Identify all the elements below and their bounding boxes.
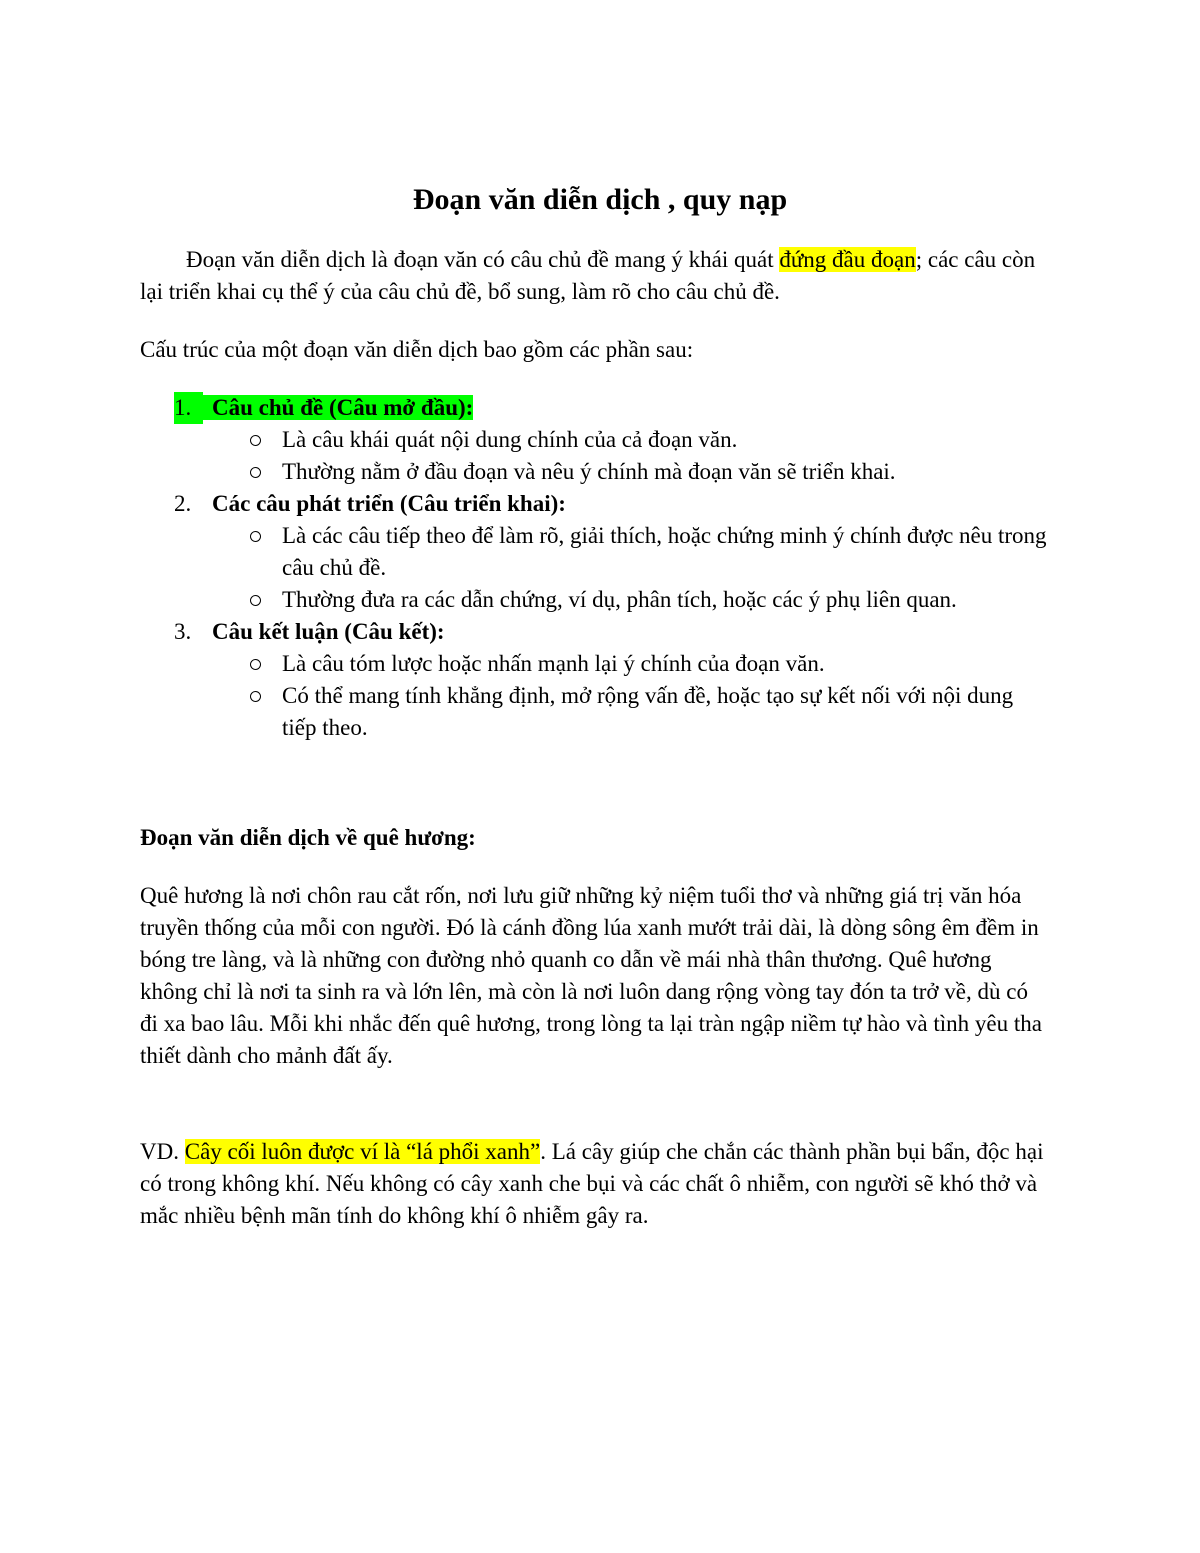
section-heading: Các câu phát triển (Câu triển khai): — [212, 491, 566, 516]
section-number: 2. — [174, 491, 192, 516]
vd-paragraph — [140, 1136, 1050, 1232]
section-concluding-sentence — [174, 616, 1050, 744]
section-points — [212, 520, 1050, 616]
section-points — [212, 424, 1050, 488]
structure-list — [140, 392, 1050, 744]
example-title: Đoạn văn diễn dịch về quê hương: — [140, 825, 476, 850]
list-item: Là câu khái quát nội dung chính của cả đoạn văn. — [282, 424, 1050, 456]
section-topic-sentence — [174, 392, 1050, 488]
intro-paragraph — [140, 244, 1050, 308]
structure-lead: Cấu trúc của một đoạn văn diễn dịch bao gồm các phần sau: — [140, 337, 694, 362]
section-number: 1. — [174, 392, 203, 424]
intro-highlight: đứng đầu đoạn — [779, 247, 916, 272]
section-supporting-sentences — [174, 488, 1050, 616]
intro-text-start: Đoạn văn diễn dịch là đoạn văn có câu chủ đề mang ý khái quát — [186, 247, 780, 272]
vd-highlight: Cây cối luôn được ví là “lá phổi xanh” — [184, 1139, 541, 1164]
section-number: 3. — [174, 619, 192, 644]
vd-text: . Lá cây giúp che chắn các thành phần bụi bẩn, độc hại có trong không khí. Nếu không có cây xanh che bụi và các chất ô nhiễm, con người sẽ khó thở và mắc nhiều bệnh mãn tính do không khí ô nhiễm gây ra. — [140, 1139, 1044, 1228]
list-item: Là các câu tiếp theo để làm rõ, giải thích, hoặc chứng minh ý chính được nêu trong câu chủ đề. — [282, 520, 1050, 584]
list-item: Là câu tóm lược hoặc nhấn mạnh lại ý chính của đoạn văn. — [282, 648, 1050, 680]
example-paragraph: Quê hương là nơi chôn rau cắt rốn, nơi lưu giữ những kỷ niệm tuổi thơ và những giá trị văn hóa truyền thống của mỗi con người. Đó là cánh đồng lúa xanh mướt trải dài, là dòng sông êm đềm in bóng tre làng, và là những con đường nhỏ quanh co dẫn về mái nhà thân thương. Quê hương không chỉ là nơi ta sinh ra và lớn lên, mà còn là nơi luôn dang rộng vòng tay đón ta trở về, dù có đi xa bao lâu. Mỗi khi nhắc đến quê hương, trong lòng ta lại tràn ngập niềm tự hào và tình yêu tha thiết dành cho mảnh đất ấy. — [140, 883, 1042, 1068]
list-item: Có thể mang tính khẳng định, mở rộng vấn đề, hoặc tạo sự kết nối với nội dung tiếp theo. — [282, 680, 1050, 744]
document-title: Đoạn văn diễn dịch , quy nạp — [412, 183, 788, 216]
list-item: Thường nằm ở đầu đoạn và nêu ý chính mà đoạn văn sẽ triển khai. — [282, 456, 1050, 488]
intro-text-end: ; các câu còn lại triển khai cụ thể ý của câu chủ đề, bổ sung, làm rõ cho câu chủ đề. — [140, 247, 1036, 304]
section-heading: Câu chủ đề (Câu mở đầu): — [200, 395, 473, 420]
section-points — [212, 648, 1050, 744]
vd-prefix: VD. — [140, 1139, 185, 1164]
list-item: Thường đưa ra các dẫn chứng, ví dụ, phân tích, hoặc các ý phụ liên quan. — [282, 584, 1050, 616]
section-heading: Câu kết luận (Câu kết): — [212, 619, 445, 644]
